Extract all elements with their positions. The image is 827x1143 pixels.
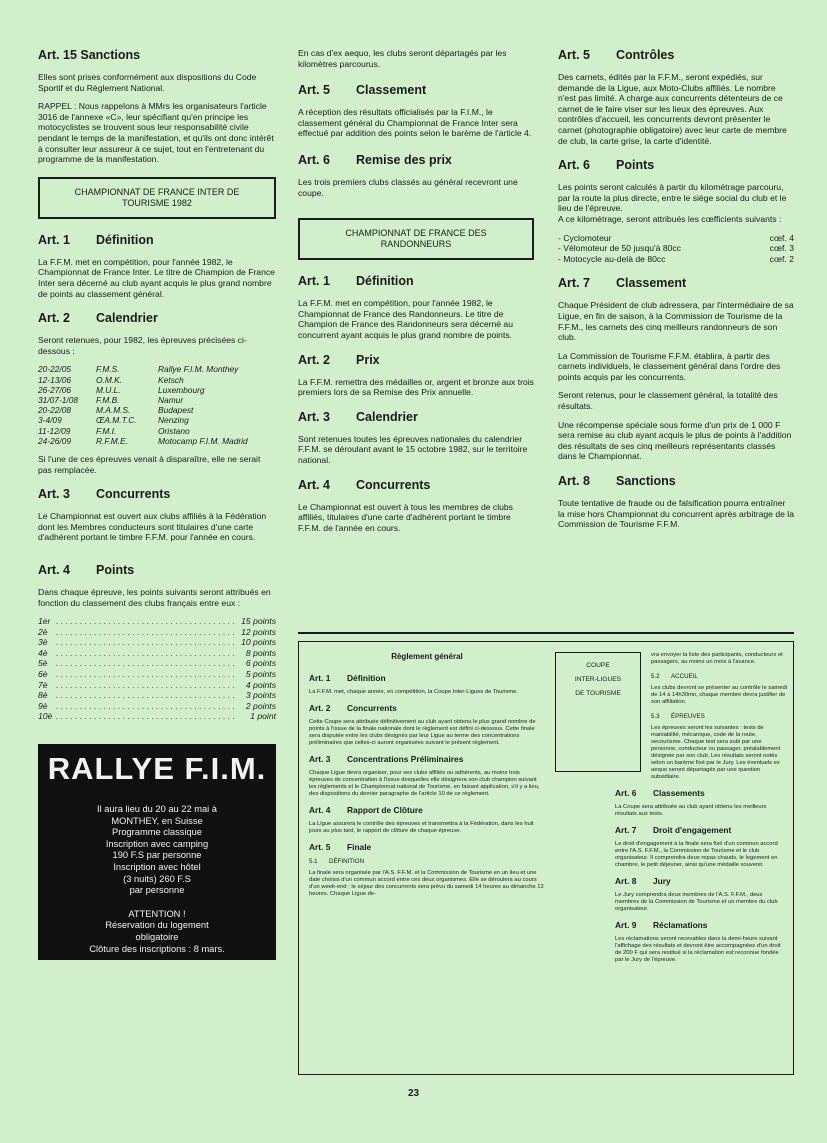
- paragraph: La Commission de Tourisme F.F.M. établira, à partir des carnets individuels, le classement général dans l'ordre des points acquis par les concurrents.: [558, 350, 781, 382]
- reglement-article: [309, 842, 545, 898]
- points-value: 3 points: [245, 690, 276, 701]
- reglement-article: [615, 920, 787, 964]
- calendar-row: [38, 364, 276, 374]
- rank-label: 3è: [38, 637, 48, 648]
- section-heading: [38, 487, 276, 502]
- article-heading: [615, 876, 787, 886]
- article-heading: [309, 805, 545, 815]
- rallye-line: Réservation du logement: [105, 920, 209, 931]
- vehicle-category: - Vélomoteur de 50 jusqu'à 80cc: [558, 243, 681, 254]
- coefficient-value: cœf. 2: [769, 253, 794, 264]
- article-number: Art. 5: [298, 83, 330, 98]
- section-sanctions: [38, 48, 276, 165]
- divider-rule: [298, 632, 794, 634]
- coefficient-table: [558, 233, 794, 265]
- article-title: Calendrier: [356, 409, 418, 424]
- event-date: 3-4/09: [38, 415, 62, 426]
- event-date: 11-12/09: [38, 425, 71, 436]
- article-number: Art. 3: [309, 754, 331, 764]
- article-number: Art. 4: [38, 562, 70, 577]
- vehicle-category: - Cyclomoteur: [558, 232, 612, 243]
- championship-title-box: CHAMPIONNAT DE FRANCE DES RANDONNEURS: [298, 218, 534, 260]
- section-heading: [298, 353, 534, 368]
- paragraph: La finale sera organisée par l'A.S. F.F.M. et la Commission de Tourisme en un lieu et une date choisis d'un commun accord entre ces deux organismes. Elle se déroulera au cours d'un week-end ; le séjour des concurrents sera prévu du samedi 14 heures au dimanche 12 heures. Chaque Ligue de-: [309, 870, 544, 897]
- subsection-heading: 5.3 ÉPREUVES: [651, 713, 705, 720]
- rallye-advert: [38, 744, 276, 960]
- paragraph: Elles sont prises conformément aux dispositions du Code Sportif et du Règlement National.: [38, 72, 257, 93]
- article-number: Art. 7: [615, 825, 637, 835]
- paragraph: Chaque Président de club adressera, par l'intermédiaire de sa Ligue, en fin de saison, à la Commission de Tourisme de la F.F.M., les carnets des cinq meilleurs randonneurs de son club.: [558, 300, 794, 343]
- article-number: Art. 1: [38, 232, 70, 247]
- rallye-line: 190 F.S par personne: [112, 850, 202, 861]
- reglement-heading: Règlement général: [391, 652, 463, 661]
- article-title: Contrôles: [616, 48, 675, 62]
- event-place: Ketsch: [158, 374, 184, 385]
- article-title: Points: [616, 158, 655, 173]
- coupe-title-line: INTER-LIGUES: [574, 676, 622, 683]
- article-number: Art. 7: [558, 276, 590, 291]
- points-row: [38, 637, 276, 648]
- section-heading: [38, 563, 276, 578]
- section-art2: [38, 311, 276, 475]
- points-value: 10 points: [241, 637, 276, 648]
- paragraph: La F.F.M. met en compétition, pour l'année 1982, le Championnat de France des Randonneurs. Le titre de Champion de France des Randonneurs sera décerné au concurrent ayant acquis le plus grand nombre de points.: [298, 298, 513, 340]
- event-place: Luxembourg: [158, 384, 205, 395]
- article-heading: [615, 920, 787, 930]
- calendar-row: [38, 375, 276, 385]
- paragraph: Si l'une de ces épreuves venait à disparaître, elle ne serait pas remplacée.: [38, 453, 261, 475]
- coupe-title-line: DE TOURISME: [575, 690, 621, 697]
- section-classement: [298, 83, 534, 139]
- article-heading: [309, 842, 545, 852]
- calendar-row: [38, 385, 276, 395]
- paragraph: vra envoyer la liste des participants, conducteurs et passagers, au moins un mois à l'avance.: [651, 652, 783, 665]
- coupe-inter-ligues-box: [298, 641, 794, 1075]
- paragraph: Toute tentative de fraude ou de falsification pourra entraîner la mise hors Championnat du concurrent après arbitrage de la Commission de Tourisme F.F.M.: [558, 498, 794, 530]
- article-title: Définition: [356, 274, 414, 289]
- rallye-line: Il aura lieu du 20 au 22 mai à: [97, 804, 217, 815]
- article-number: Art. 5: [309, 842, 331, 852]
- article-title: Droit d'engagement: [653, 825, 732, 835]
- points-row: [38, 690, 276, 701]
- article-title: Définition: [347, 673, 386, 683]
- points-value: 4 points: [245, 679, 276, 690]
- paragraph: A réception des résultats officialisés par la F.I.M., le classement général du Championnat de France Inter sera effectué par addition des points selon le barème de l'article 4.: [298, 107, 532, 139]
- points-value: 5 points: [245, 669, 276, 680]
- points-row: [38, 701, 276, 712]
- article-number: Art. 1: [298, 274, 330, 289]
- article-heading: [615, 788, 787, 798]
- article-title: Définition: [96, 232, 154, 247]
- section-controles: [558, 48, 794, 146]
- leader-dots: . . . . . . . . . . . . . . . . . . . . . . . . . . . . . . . . . . . . . .: [56, 658, 236, 669]
- rank-label: 6è: [38, 669, 48, 680]
- article-number: Art. 8: [615, 876, 637, 886]
- paragraph: Seront retenus, pour le classement général, la totalité des résultats.: [558, 390, 778, 412]
- vehicle-category: - Motocycle au-delà de 80cc: [558, 253, 666, 264]
- section-heading: [38, 233, 276, 248]
- section-heading: [38, 311, 276, 326]
- rallye-line: par personne: [129, 885, 185, 896]
- section-heading: Art. 15 Sanctions: [38, 48, 141, 62]
- article-number: Art. 3: [298, 409, 330, 424]
- subsection-title: DÉFINITION: [329, 858, 365, 865]
- paragraph: La Ligue assurera le contrôle des épreuves et transmettra à la Fédération, dans les huit jours au plus tard, le rapport de clôture de chaque épreuve.: [309, 821, 534, 834]
- reglement-article: [309, 703, 545, 747]
- section-art3: [38, 487, 276, 543]
- rallye-lines-2: [44, 920, 270, 955]
- reglement-article: [309, 754, 545, 798]
- paragraph: Sont retenues toutes les épreuves nationales du calendrier F.F.M. se déroulant avant le 15 octobre 1982, sur le territoire national.: [298, 433, 528, 465]
- article-title: Concurrents: [96, 487, 171, 502]
- article-title: Calendrier: [96, 311, 158, 326]
- calendar-row: [38, 395, 276, 405]
- section-heading: [558, 158, 794, 173]
- leader-dots: . . . . . . . . . . . . . . . . . . . . . . . . . . . . . . . . . . . . . .: [56, 690, 236, 701]
- section-heading: [298, 274, 534, 289]
- leader-dots: . . . . . . . . . . . . . . . . . . . . . . . . . . . . . . . . . . . . . .: [56, 700, 236, 711]
- rank-label: 4è: [38, 647, 48, 658]
- article-number: Art. 2: [298, 352, 330, 367]
- article-number: Art. 4: [309, 805, 331, 815]
- rank-label: 7è: [38, 679, 48, 690]
- section-heading: [298, 153, 534, 168]
- rallye-line: obligatoire: [135, 931, 179, 942]
- leader-dots: . . . . . . . . . . . . . . . . . . . . . . . . . . . . . . . . . . . . . .: [56, 637, 236, 648]
- article-title: Rapport de Clôture: [347, 805, 423, 815]
- section-remise-prix: [298, 153, 534, 198]
- section-points: [558, 158, 794, 264]
- article-number: Art. 2: [309, 703, 331, 713]
- coefficient-value: cœf. 3: [769, 243, 794, 254]
- article-number: Art. 3: [38, 487, 70, 502]
- section-art1: [38, 233, 276, 299]
- event-date: 20-22/05: [38, 364, 72, 375]
- column-middle: [298, 48, 534, 545]
- section-art4: [298, 478, 534, 534]
- points-row: [38, 658, 276, 669]
- coefficient-value: cœf. 4: [769, 232, 794, 243]
- paragraph: Les trois premiers clubs classés au général recevront une coupe.: [298, 176, 518, 198]
- reglement-article: [309, 805, 545, 835]
- paragraph: Seront retenues, pour 1982, les épreuves précisées ci-dessous :: [38, 335, 247, 356]
- points-row: [38, 627, 276, 638]
- article-title: Classements: [653, 788, 705, 798]
- column-left: [38, 48, 276, 960]
- paragraph: Cette Coupe sera attribuée définitivement au club ayant obtenu le plus grand nombre de points à l'issue de la finale nationale dont le règlement est défini ci-dessous. Cette finale sera disputée entre les clubs désignés par leur Ligue au terme des concentrations préliminaires que celles-ci auront organisées suivant le présent règlement.: [309, 719, 536, 746]
- calendar-row: [38, 426, 276, 436]
- paragraph: Dans chaque épreuve, les points suivants seront attribués en fonction du classement des clubs français entre eux :: [38, 586, 271, 608]
- article-title: Concurrents: [347, 703, 397, 713]
- coupe-title-line: COUPE: [586, 662, 610, 669]
- rallye-line: (3 nuits) 260 F.S: [123, 873, 191, 884]
- points-row: [38, 680, 276, 691]
- event-organizer: M.U.L.: [96, 384, 121, 395]
- section-art4: [38, 563, 276, 722]
- event-place: Oristano: [158, 425, 190, 436]
- event-organizer: M.A.M.S.: [96, 405, 131, 416]
- event-organizer: O.M.K.: [96, 374, 123, 385]
- paragraph: Le Jury comprendra deux membres de l'A.S. F.F.M., deux membres de la Commission de Tourisme et un membre du club organisateur.: [615, 892, 778, 912]
- paragraph: La Coupe sera attribuée au club ayant obtenu les meilleurs résultats aux tests.: [615, 804, 767, 817]
- rank-label: 8è: [38, 690, 48, 701]
- paragraph: La F.F.M. met, chaque année, en compétition, la Coupe Inter-Ligues de Tourisme.: [309, 689, 519, 695]
- paragraph: Les clubs devront se présenter au contrôle le samedi de 14 à 14h30mn, chaque membre devra justifier de son affiliation.: [651, 685, 787, 705]
- article-heading: [615, 825, 787, 835]
- reglement-right-column: [555, 652, 787, 971]
- leader-dots: . . . . . . . . . . . . . . . . . . . . . . . . . . . . . . . . . . . . . .: [56, 616, 236, 627]
- rank-label: 9è: [38, 700, 48, 711]
- rallye-line: Inscription avec camping: [105, 838, 209, 849]
- paragraph: Le droit d'engagement à la finale sera fixé d'un commun accord entre l'A.S. F.F.M., la Commission de Tourisme et le club organisateur. Il comprendra deux repas chauds, le logement en chambre, le petit déjeuner, ainsi qu'une médaille souvenir.: [615, 841, 778, 868]
- event-place: Budapest: [158, 405, 194, 416]
- section-sanctions: [558, 474, 794, 530]
- article-number: Art. 6: [298, 152, 330, 167]
- paragraph: La F.F.M. remettra des médailles or, argent et bronze aux trois premiers lors de sa Remise des Prix annuelle.: [298, 376, 534, 398]
- article-title: Concurrents: [356, 477, 431, 492]
- reglement-article: [309, 673, 545, 696]
- rank-label: 2è: [38, 626, 48, 637]
- subsection-heading: 5.2 ACCUEIL: [651, 673, 698, 680]
- section-art2: [298, 353, 534, 398]
- leader-dots: . . . . . . . . . . . . . . . . . . . . . . . . . . . . . . . . . . . . . .: [56, 679, 236, 690]
- paragraph: La F.F.M. met en compétition, pour l'année 1982, le Championnat de France Inter. Le titre de Champion de France Inter sera décerné au club ayant acquis le plus grand nombre de points au classement général.: [38, 256, 275, 299]
- rallye-lines: [44, 804, 270, 897]
- section-heading: [298, 478, 534, 493]
- paragraph: Le Championnat est ouvert à tous les membres de clubs affiliés, titulaires d'une carte d'adhérent portant le timbre F.F.M. de l'année en cours.: [298, 501, 513, 533]
- article-title: Sanctions: [616, 474, 676, 489]
- calendar-row: [38, 436, 276, 446]
- section-art3: [298, 410, 534, 466]
- event-place: Rallye F.I.M. Monthey: [158, 364, 239, 375]
- points-row: [38, 648, 276, 659]
- rallye-line: MONTHEY, en Suisse: [111, 815, 203, 826]
- reglement-left-column: [309, 652, 545, 905]
- article-title: Points: [96, 562, 135, 577]
- section-art1: [298, 274, 534, 340]
- article-title: Prix: [356, 352, 380, 367]
- article-number: Art. 2: [38, 311, 70, 326]
- article-title: Finale: [347, 842, 372, 852]
- paragraph: Le Championnat est ouvert aux clubs affiliés à la Fédération dont les Membres conducteurs sont titulaires d'une carte d'adhérent portant le timbre F.F.M. pour l'année en cours.: [38, 511, 267, 543]
- article-title: Remise des prix: [356, 152, 452, 167]
- article-number: Art. 6: [558, 158, 590, 173]
- points-row: [38, 616, 276, 627]
- leader-dots: . . . . . . . . . . . . . . . . . . . . . . . . . . . . . . . . . . . . . .: [56, 669, 236, 680]
- paragraph: Des carnets, édités par la F.F.M., seront expédiés, sur demande de la Ligue, aux Moto-Clubs affiliés. Le nombre n'est pas limité. A charge aux concurrents détenteurs de ce carnet de le faire viser sur les lieux des épreuves. Aux contrôles d'accueil, les concurrents devront présenter le carnet (photographie obligatoire) avec leur carte de membre de club, la carte grise, la carte d'identité.: [558, 72, 787, 146]
- article-title: Classement: [356, 83, 427, 98]
- article-title: Classement: [616, 276, 687, 291]
- paragraph: En cas d'ex aequo, les clubs seront départagés par les kilomètres parcourus.: [298, 48, 507, 69]
- section-heading: [298, 410, 534, 425]
- section-heading: [558, 474, 794, 489]
- event-organizer: R.F.M.E.: [96, 435, 128, 446]
- coefficient-row: [558, 254, 794, 265]
- rank-label: 10è: [38, 711, 53, 722]
- event-date: 26-27/06: [38, 384, 72, 395]
- rallye-title: RALLYE F.I.M.: [47, 751, 267, 787]
- event-organizer: ŒA.M.T.C.: [96, 415, 137, 426]
- page-number: 23: [407, 1088, 420, 1099]
- rank-label: 5è: [38, 658, 48, 669]
- leader-dots: . . . . . . . . . . . . . . . . . . . . . . . . . . . . . . . . . . . . . .: [56, 711, 236, 722]
- coefficient-row: [558, 243, 794, 254]
- article-number: Art. 1: [309, 673, 331, 683]
- leader-dots: . . . . . . . . . . . . . . . . . . . . . . . . . . . . . . . . . . . . . .: [56, 626, 236, 637]
- article-number: Art. 9: [615, 920, 637, 930]
- rallye-line: Programme classique: [112, 827, 202, 838]
- article-title: Réclamations: [653, 920, 708, 930]
- calendar-row: [38, 415, 276, 425]
- article-title: Jury: [653, 876, 671, 886]
- event-date: 20-22/08: [38, 405, 72, 416]
- section-heading: [558, 276, 794, 291]
- reglement-article: [615, 788, 787, 818]
- article-number: Art. 6: [615, 788, 637, 798]
- event-place: Namur: [158, 394, 184, 405]
- article-number: Art. 8: [558, 474, 590, 489]
- rallye-line: Inscription avec hôtel: [113, 862, 201, 872]
- rallye-attention: ATTENTION !: [128, 908, 186, 919]
- section-classement: [558, 276, 794, 462]
- event-organizer: F.M.I.: [96, 425, 117, 436]
- paragraph: Les épreuves seront les suivantes : tests de maniabilité, mécanique, code de la route, secourisme. Chaque test sera subi par une personne, conducteur ou passager, préalablement désignée par son club. Les résultats seront notés selon un barème fixé par le Jury. Les éventuels ex aequo seront départagés par une question subsidiaire.: [651, 725, 781, 780]
- points-value: 15 points: [241, 616, 276, 627]
- points-value: 6 points: [245, 658, 276, 669]
- paragraph: A ce kilométrage, seront attribués les cœfficients suivants :: [558, 213, 782, 224]
- event-organizer: F.M.S.: [96, 364, 120, 375]
- article-number: Art. 5: [558, 48, 590, 62]
- article-heading: [309, 673, 545, 683]
- points-row: [38, 669, 276, 680]
- calendar-row: [38, 405, 276, 415]
- points-value: 2 points: [245, 700, 276, 711]
- reglement-article: [615, 825, 787, 869]
- paragraph: Les points seront calculés à partir du kilométrage parcouru, par la route la plus directe, entre le siège social du club et le lieu de l'épreuve.: [558, 182, 787, 214]
- paragraph: Les réclamations seront recevables dans la demi-heure suivant l'affichage des résultats et devront être accompagnées d'un droit de 200 F qui sera restitué si la réclamation est reconnue fondée par le Jury de l'épreuve.: [615, 936, 781, 963]
- article-heading: [309, 703, 545, 713]
- reglement-article: [615, 876, 787, 913]
- points-table: [38, 616, 276, 722]
- event-place: Motocamp F.I.M. Madrid: [158, 435, 248, 446]
- points-row: [38, 711, 276, 722]
- subsection-heading: [309, 858, 545, 865]
- paragraph: Une récompense spéciale sous forme d'un prix de 1 000 F sera remise au club ayant acquis le plus de points à l'addition des résultats de ses cinq meilleurs représentants classés dans le Championnat.: [558, 419, 792, 462]
- coupe-title-box: [555, 652, 641, 772]
- rallye-line: Clôture des inscriptions : 8 mars.: [89, 943, 225, 954]
- finale-continued: [651, 652, 787, 788]
- points-value: 1 point: [250, 711, 276, 722]
- championship-title-box: CHAMPIONNAT DE FRANCE INTER DE TOURISME 1982: [38, 177, 276, 219]
- event-place: Nenzing: [158, 415, 189, 426]
- points-value: 8 points: [245, 647, 276, 658]
- paragraph: RAPPEL : Nous rappelons à MMrs les organisateurs l'article 3016 de l'annexe «C», leur spécifiant qu'en principe les motocyclistes se trouvent sous leur responsabilité civile pendant le temps de la manifestation, et qu'ils ont donc intérêt à consulter leur assureur à ce sujet, tout en l'entretenant du programme de la manifestation.: [38, 101, 274, 165]
- event-date: 12-13/06: [38, 374, 72, 385]
- section-heading: [558, 48, 794, 63]
- coefficient-row: [558, 233, 794, 244]
- event-organizer: F.M.B.: [96, 394, 120, 405]
- leader-dots: . . . . . . . . . . . . . . . . . . . . . . . . . . . . . . . . . . . . . .: [56, 647, 236, 658]
- subsection-number: 5.1: [309, 858, 318, 865]
- column-right: [558, 48, 794, 542]
- points-value: 12 points: [241, 626, 276, 637]
- paragraph: Chaque Ligue devra organiser, pour ses clubs affiliés ou adhérents, au moins trois épreuves de concentration à l'issue desquelles elle désignera son club champion suivant les règlements et le Championnat national de Tourisme, en faisant application, s'il y a lieu, des dispositions du dernier paragraphe de l'article 10 de ce règlement.: [309, 770, 540, 797]
- event-date: 24-26/09: [38, 435, 72, 446]
- article-number: Art. 4: [298, 477, 330, 492]
- rank-label: 1er: [38, 616, 51, 627]
- event-date: 31/07-1/08: [38, 394, 79, 405]
- article-heading: [309, 754, 545, 764]
- calendar-table: [38, 364, 276, 446]
- section-heading: [298, 83, 534, 98]
- article-title: Concentrations Préliminaires: [347, 754, 464, 764]
